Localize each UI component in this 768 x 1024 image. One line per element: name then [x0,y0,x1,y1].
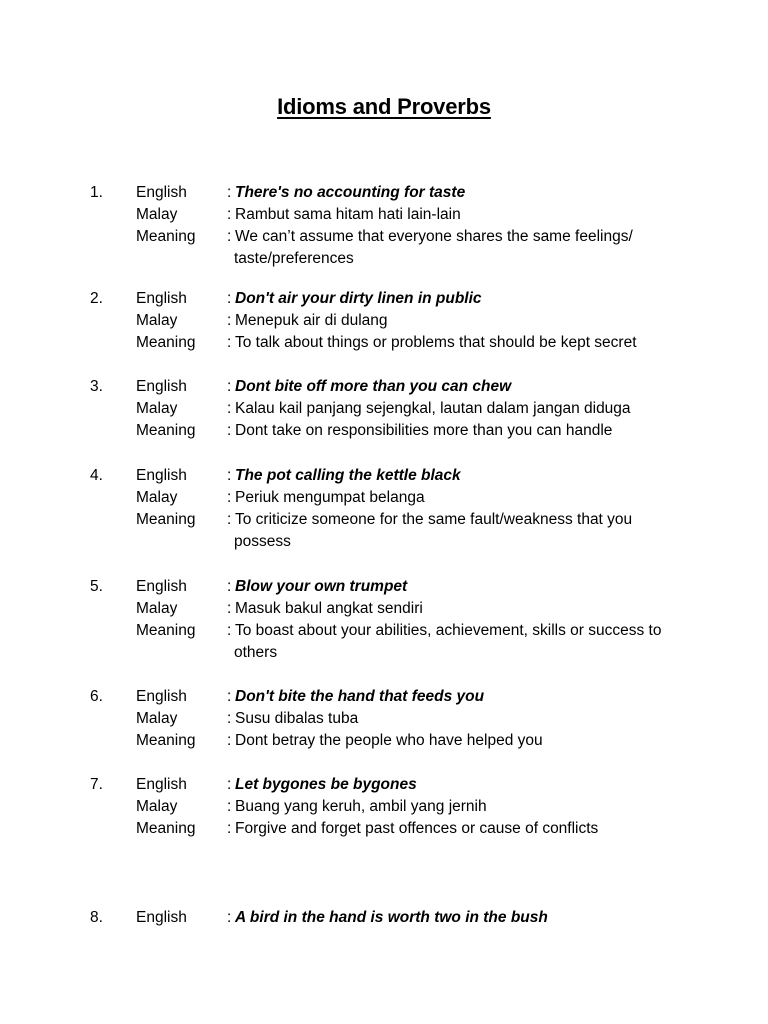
meaning-text: To boast about your abilities, achievement, skills or success to [235,622,662,639]
english-row [0,686,768,708]
malay-value [227,398,697,420]
english-row [0,774,768,796]
colon: : [227,334,232,351]
malay-proverb: Rambut sama hitam hati lain-lain [235,206,461,223]
malay-proverb: Masuk bakul angkat sendiri [235,600,423,617]
malay-row [0,204,768,226]
meaning-row [0,332,768,354]
english-row [0,376,768,398]
english-row [0,182,768,204]
colon: : [227,184,232,201]
malay-value [227,796,697,818]
idiom-entry-5 [0,576,768,664]
english-label: English [136,776,187,793]
malay-label: Malay [136,206,178,223]
colon: : [227,776,232,793]
idiom-entry-6 [0,686,768,752]
malay-label: Malay [136,400,178,417]
colon: : [227,578,232,595]
malay-proverb: Buang yang keruh, ambil yang jernih [235,798,487,815]
idiom-entry-2 [0,288,768,354]
page-title: Idioms and Proverbs [277,94,491,119]
malay-row [0,708,768,730]
meaning-row [0,818,768,840]
meaning-value [227,226,697,248]
colon: : [227,798,232,815]
meaning-continuation-row [0,642,768,664]
english-label: English [136,909,187,926]
meaning-label: Meaning [136,732,196,749]
english-idiom: The pot calling the kettle black [235,467,461,484]
colon: : [227,622,232,639]
meaning-row [0,420,768,442]
colon: : [227,206,232,223]
meaning-row [0,509,768,531]
meaning-value [227,620,697,642]
meaning-text: To talk about things or problems that should be kept secret [235,334,637,351]
english-value [227,376,697,398]
colon: : [227,710,232,727]
malay-proverb: Susu dibalas tuba [235,710,359,727]
colon: : [227,378,232,395]
english-row [0,576,768,598]
meaning-value [227,730,697,752]
meaning-value [227,509,697,531]
meaning-value [227,420,697,442]
meaning-value [227,332,697,354]
malay-proverb: Menepuk air di dulang [235,312,388,329]
english-label: English [136,290,187,307]
malay-row [0,310,768,332]
colon: : [227,489,232,506]
colon: : [227,820,232,837]
meaning-label: Meaning [136,511,196,528]
meaning-label: Meaning [136,228,196,245]
english-label: English [136,184,187,201]
idiom-entry-1 [0,182,768,270]
entry-number: 7. [90,776,103,793]
malay-proverb: Periuk mengumpat belanga [235,489,425,506]
meaning-text: Forgive and forget past offences or cause of conflicts [235,820,599,837]
malay-value [227,487,697,509]
meaning-continuation: possess [234,533,291,550]
meaning-continuation: others [234,644,278,661]
english-idiom: Don't bite the hand that feeds you [235,688,485,705]
colon: : [227,422,232,439]
meaning-text: To criticize someone for the same fault/weakness that you [235,511,633,528]
colon: : [227,467,232,484]
english-value [227,576,697,598]
colon: : [227,909,232,926]
english-value [227,182,697,204]
meaning-label: Meaning [136,820,196,837]
malay-label: Malay [136,710,178,727]
malay-value [227,598,697,620]
meaning-value [227,818,697,840]
english-idiom: There's no accounting for taste [235,184,466,201]
english-idiom: Dont bite off more than you can chew [235,378,512,395]
malay-label: Malay [136,798,178,815]
english-label: English [136,467,187,484]
meaning-label: Meaning [136,422,196,439]
malay-row [0,796,768,818]
english-idiom: A bird in the hand is worth two in the bush [235,909,548,926]
english-value [227,288,697,310]
entry-number: 8. [90,909,103,926]
meaning-text: Dont take on responsibilities more than you can handle [235,422,613,439]
malay-row [0,398,768,420]
idiom-entry-3 [0,376,768,442]
meaning-continuation: taste/preferences [234,250,354,267]
english-label: English [136,578,187,595]
colon: : [227,400,232,417]
english-value [227,686,697,708]
malay-value [227,708,697,730]
idiom-entry-4 [0,465,768,553]
english-value [227,774,697,796]
meaning-continuation-row [0,531,768,553]
malay-label: Malay [136,600,178,617]
english-idiom: Blow your own trumpet [235,578,408,595]
english-row [0,907,768,929]
idiom-entry-8 [0,907,768,929]
english-idiom: Let bygones be bygones [235,776,417,793]
meaning-label: Meaning [136,622,196,639]
malay-row [0,487,768,509]
malay-value [227,204,697,226]
malay-label: Malay [136,489,178,506]
malay-value [227,310,697,332]
colon: : [227,290,232,307]
english-row [0,465,768,487]
malay-label: Malay [136,312,178,329]
entry-number: 4. [90,467,103,484]
colon: : [227,688,232,705]
colon: : [227,511,232,528]
idiom-entry-7 [0,774,768,840]
meaning-label: Meaning [136,334,196,351]
entry-number: 3. [90,378,103,395]
malay-row [0,598,768,620]
colon: : [227,600,232,617]
meaning-text: We can’t assume that everyone shares the same feelings/ [235,228,633,245]
english-idiom: Don't air your dirty linen in public [235,290,482,307]
colon: : [227,228,232,245]
meaning-row [0,620,768,642]
english-label: English [136,688,187,705]
meaning-text: Dont betray the people who have helped you [235,732,543,749]
entry-number: 6. [90,688,103,705]
english-value [227,907,697,929]
malay-proverb: Kalau kail panjang sejengkal, lautan dalam jangan diduga [235,400,631,417]
english-value [227,465,697,487]
entry-number: 1. [90,184,103,201]
meaning-continuation-row [0,248,768,270]
english-label: English [136,378,187,395]
colon: : [227,312,232,329]
entry-number: 5. [90,578,103,595]
colon: : [227,732,232,749]
meaning-row [0,226,768,248]
english-row [0,288,768,310]
meaning-row [0,730,768,752]
entry-number: 2. [90,290,103,307]
